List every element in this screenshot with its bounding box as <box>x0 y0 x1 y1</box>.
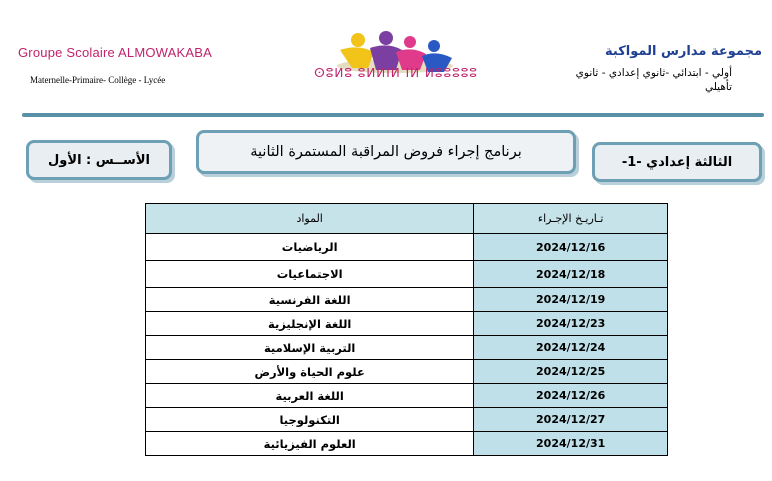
exam-date: 2024/12/19 <box>474 288 668 312</box>
level-label: الثالثة إعدادي -1- <box>621 154 733 170</box>
subject-name: اللغة الإنجليزية <box>146 312 474 336</box>
header-subject: المواد <box>146 204 474 234</box>
table-row <box>146 261 668 288</box>
school-name-tifinagh: ⵙⵓⵍⵓ ⵓⵍⵍⵏⵍ ⵏⵍ ⵍⵓⵓⵓⵓⵓ <box>314 66 478 80</box>
logo-figure-purple <box>370 31 402 70</box>
exam-date: 2024/12/16 <box>474 234 668 261</box>
subject-name: اللغة الفرنسية <box>146 288 474 312</box>
subject-name: التكنولوجيا <box>146 408 474 432</box>
header-date: تـاريـخ الإجـراء <box>474 204 668 234</box>
table-row <box>146 360 668 384</box>
exam-date: 2024/12/27 <box>474 408 668 432</box>
header-divider <box>22 113 764 117</box>
exam-date: 2024/12/26 <box>474 384 668 408</box>
subject-name: الرياضيات <box>146 234 474 261</box>
school-levels-fr: Maternelle-Primaire- Collège - Lycée <box>30 75 166 85</box>
table-row <box>146 336 668 360</box>
exam-date: 2024/12/31 <box>474 432 668 456</box>
subject-name: علوم الحياة والأرض <box>146 360 474 384</box>
semester-box <box>26 140 172 180</box>
school-name-ar: مجموعة مدارس المواكبة <box>605 44 762 59</box>
exam-date: 2024/12/24 <box>474 336 668 360</box>
school-name-fr: Groupe Scolaire ALMOWAKABA <box>18 45 213 60</box>
exam-date: 2024/12/23 <box>474 312 668 336</box>
semester-label: الأســس : الأول <box>48 152 150 168</box>
exam-date: 2024/12/18 <box>474 261 668 288</box>
table-row <box>146 288 668 312</box>
table-row <box>146 312 668 336</box>
exam-date: 2024/12/25 <box>474 360 668 384</box>
level-box <box>592 142 762 182</box>
page-title: برنامج إجراء فروض المراقبة المستمرة الثانية <box>250 144 522 160</box>
logo-figure-pink <box>396 36 426 70</box>
subject-name: العلوم الفيزيائية <box>146 432 474 456</box>
title-box <box>196 130 576 174</box>
subject-name: الاجتماعيات <box>146 261 474 288</box>
subject-name: اللغة العربية <box>146 384 474 408</box>
table-row <box>146 408 668 432</box>
subject-name: التربية الإسلامية <box>146 336 474 360</box>
table-row <box>146 234 668 261</box>
exam-schedule-table <box>145 203 668 456</box>
table-header-row <box>146 204 668 234</box>
table-row <box>146 432 668 456</box>
school-levels-ar: أولي - ابتدائي -ثانوي إعدادي - ثانوي تأهيلي <box>575 67 732 93</box>
table-row <box>146 384 668 408</box>
